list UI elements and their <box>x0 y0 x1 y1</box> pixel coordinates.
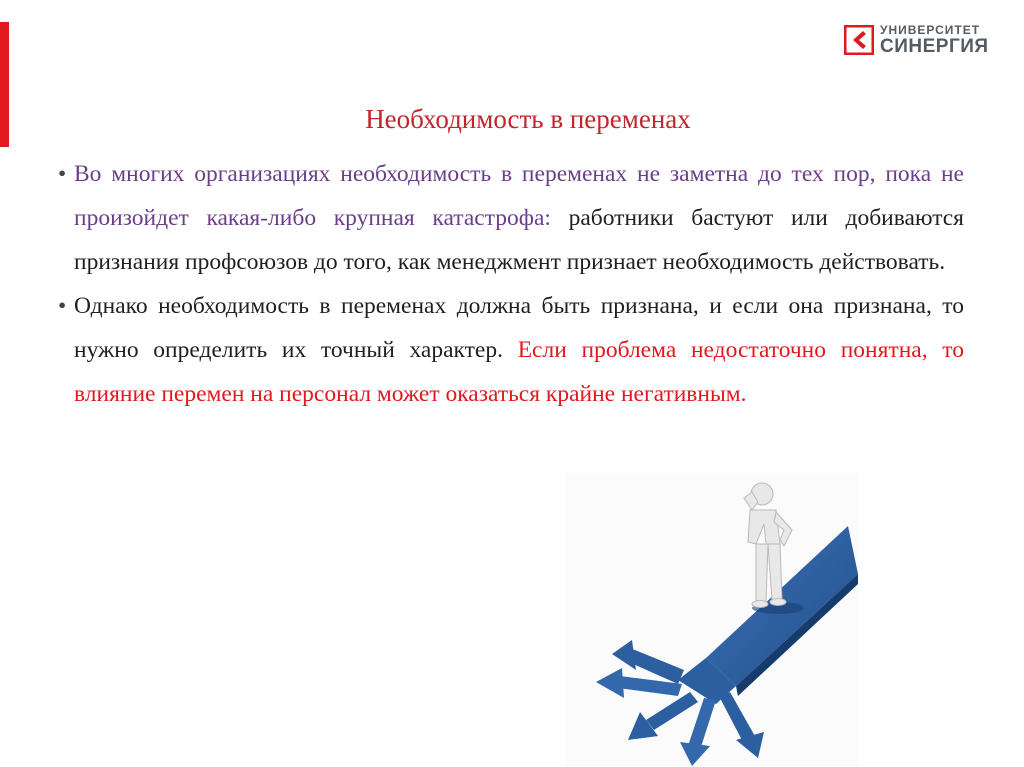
university-logo <box>844 24 989 56</box>
slide-title: Необходимость в переменах <box>365 104 691 134</box>
bullet-1-regular-text: работники бастуют или добиваются признания профсоюзов до того, как менеджмент признает необходимость действовать. <box>74 205 964 275</box>
bullet-2-warning-text: Если проблема недостаточно понятна, то влияние перемен на персонал может оказаться крайне негативным. <box>74 337 965 407</box>
person-at-crossroads-arrows-illustration <box>566 474 858 767</box>
bullet-1-highlight-text: Во многих организациях необходимость в переменах не заметна до тех пор, пока не произойдет какая-либо крупная катастрофа: <box>74 161 964 231</box>
logo-line-university: УНИВЕРСИТЕТ <box>880 23 981 37</box>
bullet-item-2 <box>58 284 964 416</box>
bullet-2-regular-text: Однако необходимость в переменах должна быть признана, и если она признана, то нужно определить их точный характер. <box>74 293 964 363</box>
crossroads-illustration <box>566 474 858 767</box>
slide-content <box>58 152 964 416</box>
synergy-logo-icon <box>844 25 874 55</box>
bullet-item-1 <box>58 152 964 284</box>
logo-line-synergy: СИНЕРГИЯ <box>880 36 989 57</box>
